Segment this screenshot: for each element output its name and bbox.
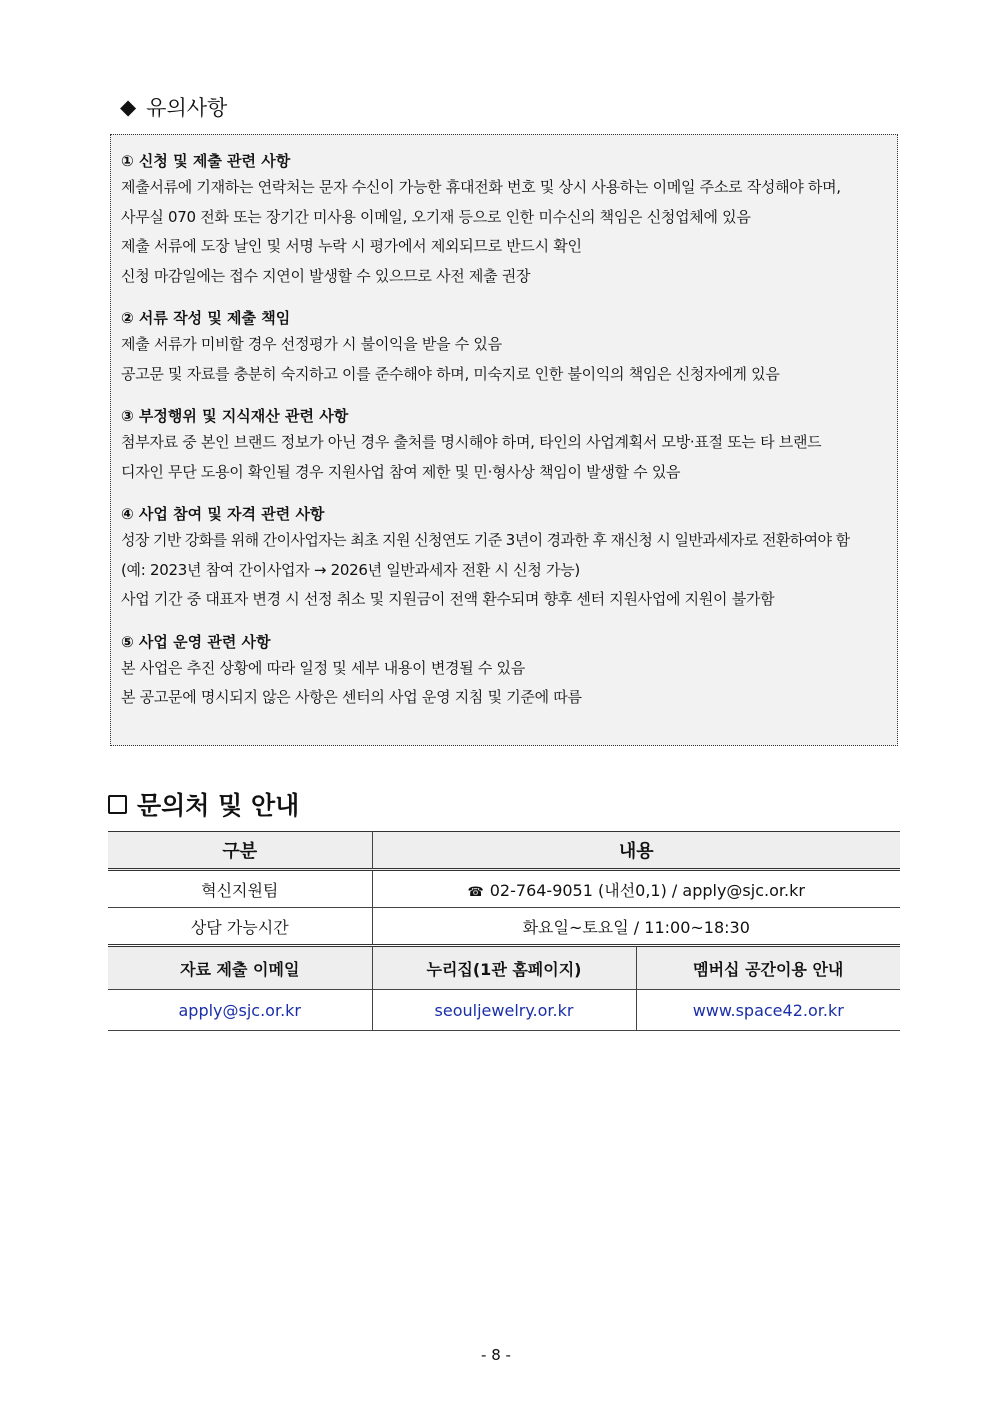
table-header-row [108, 832, 900, 870]
section-title: ② 서류 작성 및 제출 책임 [121, 309, 291, 327]
diamond-bullet-icon: ◆ [120, 95, 137, 119]
section-title: ① 신청 및 제출 관련 사항 [121, 152, 291, 170]
links-header-membership: 멤버십 공간이용 안내 [636, 946, 900, 990]
contact-heading [108, 786, 299, 822]
section-line: 디자인 무단 도용이 확인될 경우 지원사업 참여 제한 및 민·형사상 책임이 발생할 수 있음 [121, 462, 681, 481]
section-line: 제출서류에 기재하는 연락처는 문자 수신이 가능한 휴대전화 번호 및 상시 사용하는 이메일 주소로 작성해야 하며, [121, 178, 841, 196]
homepage-link[interactable]: seouljewelry.or.kr [372, 990, 636, 1031]
section-title: ④ 사업 참여 및 자격 관련 사항 [121, 505, 325, 523]
page-number: - 8 - [481, 1346, 511, 1364]
membership-link[interactable]: www.space42.or.kr [636, 990, 900, 1031]
notice-section-4 [121, 502, 887, 615]
header-category: 구분 [108, 832, 372, 870]
links-header-row [108, 946, 900, 990]
section-line: 신청 마감일에는 접수 지연이 발생할 수 있으므로 사전 제출 권장 [121, 266, 531, 285]
table-row [108, 870, 900, 908]
section-line: 사업 기간 중 대표자 변경 시 선정 취소 및 지원금이 전액 환수되며 향후 센터 지원사업에 지원이 불가함 [121, 590, 775, 608]
section-line: 성장 기반 강화를 위해 간이사업자는 최초 지원 신청연도 기준 3년이 경과한 후 재신청 시 일반과세자로 전환하여야 함 [121, 531, 850, 549]
section-line: 본 공고문에 명시되지 않은 사항은 센터의 사업 운영 지침 및 기준에 따름 [121, 688, 582, 706]
contact-heading-text: 문의처 및 안내 [137, 791, 300, 820]
row-label: 상담 가능시간 [108, 908, 372, 946]
row-label: 혁신지원팀 [108, 870, 372, 908]
notice-section-1 [121, 149, 887, 291]
section-line: 제출 서류에 도장 날인 및 서명 누락 시 평가에서 제외되므로 반드시 확인 [121, 237, 582, 255]
checkbox-icon [108, 795, 127, 814]
section-line: 공고문 및 자료를 충분히 숙지하고 이를 준수해야 하며, 미숙지로 인한 불이익의 책임은 신청자에게 있음 [121, 364, 780, 383]
contact-table [108, 831, 900, 1031]
section-line: 사무실 070 전화 또는 장기간 미사용 이메일, 오기재 등으로 인한 미수신의 책임은 신청업체에 있음 [121, 207, 751, 226]
section-title: ⑤ 사업 운영 관련 사항 [121, 632, 271, 651]
links-header-homepage: 누리집(1관 홈페이지) [372, 946, 636, 990]
header-content: 내용 [372, 832, 900, 870]
notice-heading-text: 유의사항 [146, 96, 228, 120]
section-title: ③ 부정행위 및 지식재산 관련 사항 [121, 407, 349, 425]
telephone-icon: ☎ [467, 884, 484, 900]
section-line: 본 사업은 추진 상황에 따라 일정 및 세부 내용이 변경될 수 있음 [121, 658, 525, 677]
notice-heading [120, 92, 227, 122]
table-row [108, 908, 900, 946]
links-header-email: 자료 제출 이메일 [108, 946, 372, 990]
section-line: 제출 서류가 미비할 경우 선정평가 시 불이익을 받을 수 있음 [121, 335, 502, 353]
notice-section-2 [121, 306, 887, 389]
row-value: 화요일~토요일 / 11:00~18:30 [372, 908, 900, 946]
links-row [108, 990, 900, 1031]
notice-box [110, 134, 898, 746]
notice-section-5 [121, 630, 887, 713]
row-value [372, 870, 900, 908]
email-link[interactable]: apply@sjc.or.kr [108, 990, 372, 1031]
contact-phone-email: 02-764-9051 (내선0,1) / apply@sjc.or.kr [489, 880, 805, 900]
section-line: 첨부자료 중 본인 브랜드 정보가 아닌 경우 출처를 명시해야 하며, 타인의 사업계획서 모방·표절 또는 타 브랜드 [121, 433, 822, 451]
section-line: (예: 2023년 참여 간이사업자 → 2026년 일반과세자 전환 시 신청 가능) [121, 560, 580, 579]
notice-section-3 [121, 404, 887, 487]
